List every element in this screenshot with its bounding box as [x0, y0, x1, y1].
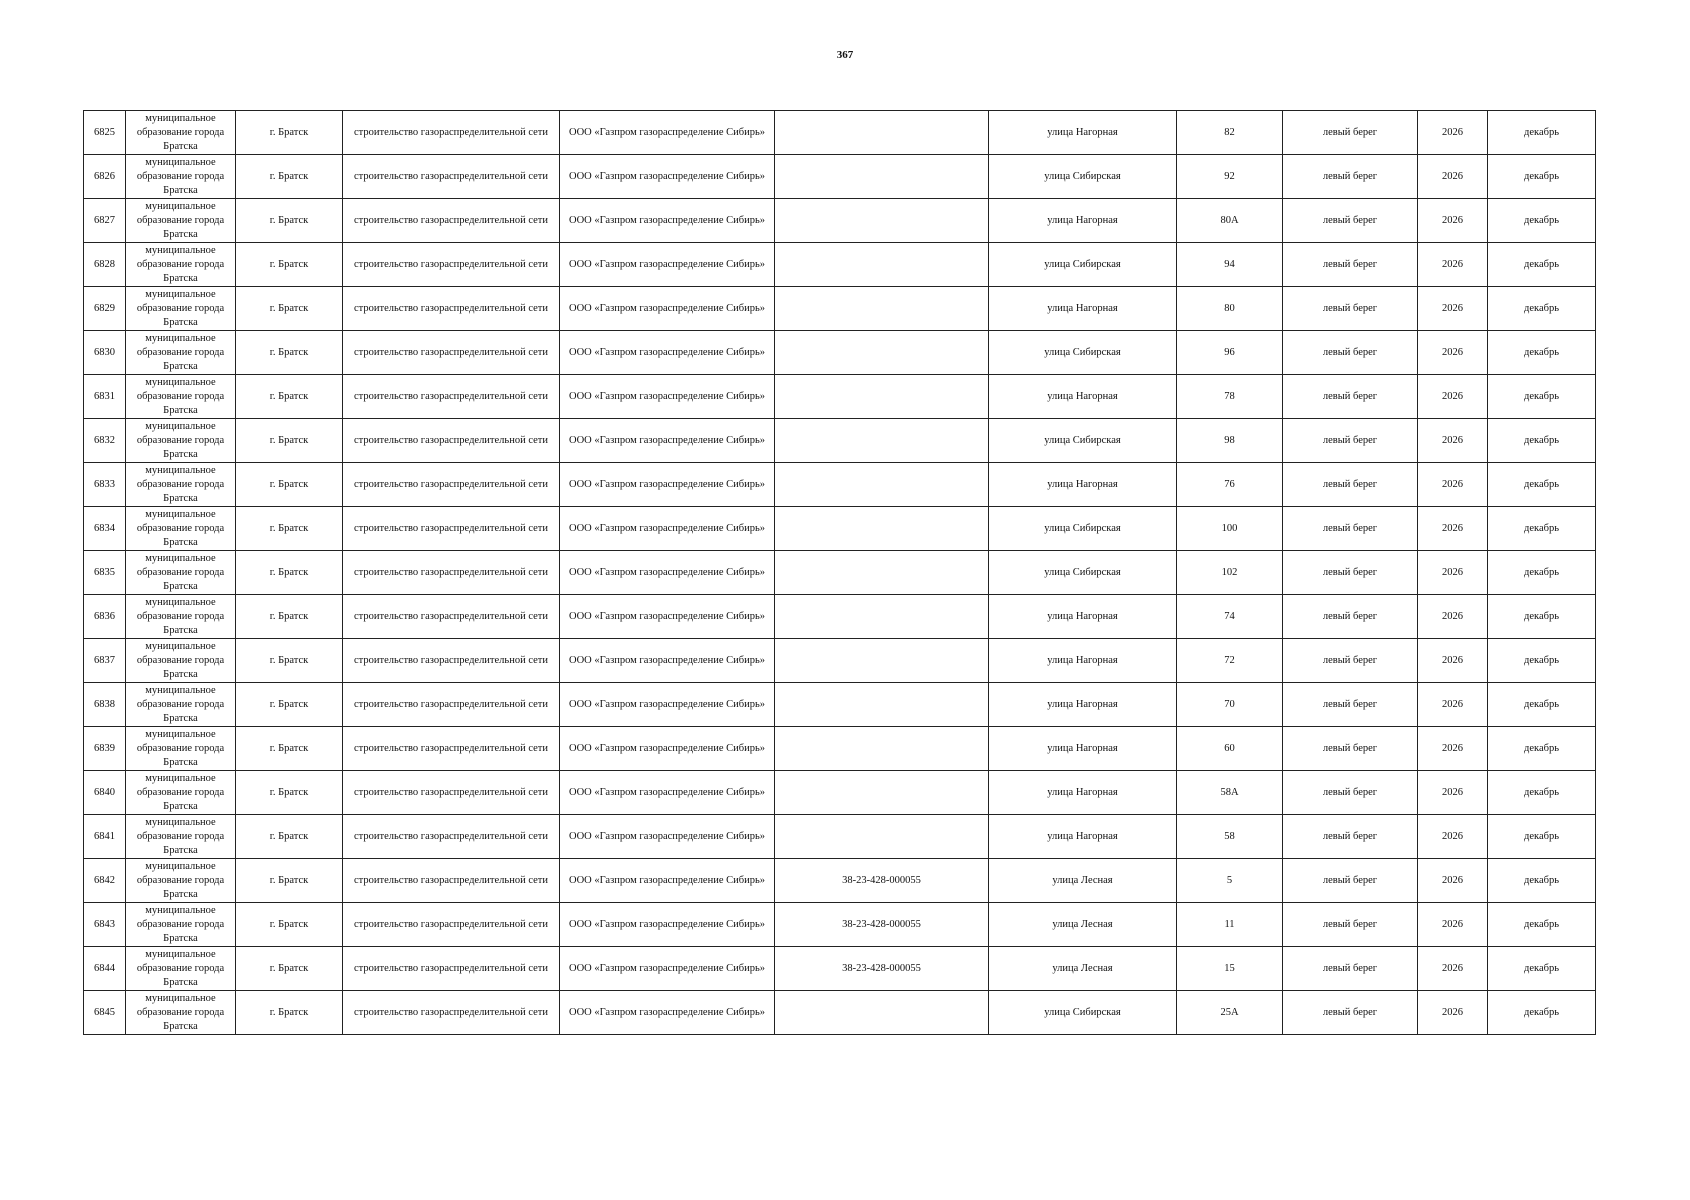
- cadastral-number-cell: 38-23-428-000055: [775, 903, 989, 947]
- year-cell: 2026: [1418, 111, 1488, 155]
- table-row: [84, 859, 1596, 903]
- row-number-cell: 6829: [84, 287, 126, 331]
- cadastral-number-cell: [775, 683, 989, 727]
- row-number-cell: 6842: [84, 859, 126, 903]
- river-bank-cell: левый берег: [1283, 419, 1418, 463]
- table-row: [84, 331, 1596, 375]
- street-cell: улица Сибирская: [989, 551, 1177, 595]
- organization-cell: ООО «Газпром газораспределение Сибирь»: [560, 199, 775, 243]
- organization-cell: ООО «Газпром газораспределение Сибирь»: [560, 595, 775, 639]
- city-cell: г. Братск: [236, 375, 343, 419]
- street-cell: улица Сибирская: [989, 331, 1177, 375]
- organization-cell: ООО «Газпром газораспределение Сибирь»: [560, 639, 775, 683]
- row-number-cell: 6835: [84, 551, 126, 595]
- month-cell: декабрь: [1488, 199, 1596, 243]
- table-row: [84, 375, 1596, 419]
- table-row: [84, 903, 1596, 947]
- cadastral-number-cell: [775, 199, 989, 243]
- municipality-cell: муниципальное образование города Братска: [126, 375, 236, 419]
- year-cell: 2026: [1418, 419, 1488, 463]
- table-row: [84, 419, 1596, 463]
- cadastral-number-cell: [775, 991, 989, 1035]
- cadastral-number-cell: [775, 331, 989, 375]
- gasification-registry-table: [83, 110, 1596, 1035]
- river-bank-cell: левый берег: [1283, 947, 1418, 991]
- house-number-cell: 94: [1177, 243, 1283, 287]
- month-cell: декабрь: [1488, 331, 1596, 375]
- work-type-cell: строительство газораспределительной сети: [343, 815, 560, 859]
- street-cell: улица Сибирская: [989, 991, 1177, 1035]
- municipality-cell: муниципальное образование города Братска: [126, 243, 236, 287]
- cadastral-number-cell: [775, 463, 989, 507]
- row-number-cell: 6845: [84, 991, 126, 1035]
- municipality-cell: муниципальное образование города Братска: [126, 111, 236, 155]
- house-number-cell: 74: [1177, 595, 1283, 639]
- house-number-cell: 98: [1177, 419, 1283, 463]
- row-number-cell: 6834: [84, 507, 126, 551]
- year-cell: 2026: [1418, 815, 1488, 859]
- month-cell: декабрь: [1488, 507, 1596, 551]
- organization-cell: ООО «Газпром газораспределение Сибирь»: [560, 375, 775, 419]
- year-cell: 2026: [1418, 463, 1488, 507]
- month-cell: декабрь: [1488, 111, 1596, 155]
- house-number-cell: 78: [1177, 375, 1283, 419]
- year-cell: 2026: [1418, 595, 1488, 639]
- street-cell: улица Нагорная: [989, 463, 1177, 507]
- river-bank-cell: левый берег: [1283, 331, 1418, 375]
- street-cell: улица Сибирская: [989, 507, 1177, 551]
- municipality-cell: муниципальное образование города Братска: [126, 419, 236, 463]
- row-number-cell: 6837: [84, 639, 126, 683]
- month-cell: декабрь: [1488, 903, 1596, 947]
- year-cell: 2026: [1418, 903, 1488, 947]
- organization-cell: ООО «Газпром газораспределение Сибирь»: [560, 111, 775, 155]
- work-type-cell: строительство газораспределительной сети: [343, 683, 560, 727]
- house-number-cell: 82: [1177, 111, 1283, 155]
- work-type-cell: строительство газораспределительной сети: [343, 331, 560, 375]
- house-number-cell: 100: [1177, 507, 1283, 551]
- street-cell: улица Нагорная: [989, 199, 1177, 243]
- month-cell: декабрь: [1488, 815, 1596, 859]
- work-type-cell: строительство газораспределительной сети: [343, 463, 560, 507]
- municipality-cell: муниципальное образование города Братска: [126, 727, 236, 771]
- row-number-cell: 6838: [84, 683, 126, 727]
- cadastral-number-cell: [775, 815, 989, 859]
- cadastral-number-cell: [775, 155, 989, 199]
- municipality-cell: муниципальное образование города Братска: [126, 507, 236, 551]
- municipality-cell: муниципальное образование города Братска: [126, 771, 236, 815]
- municipality-cell: муниципальное образование города Братска: [126, 947, 236, 991]
- street-cell: улица Лесная: [989, 859, 1177, 903]
- year-cell: 2026: [1418, 507, 1488, 551]
- municipality-cell: муниципальное образование города Братска: [126, 331, 236, 375]
- river-bank-cell: левый берег: [1283, 375, 1418, 419]
- city-cell: г. Братск: [236, 947, 343, 991]
- municipality-cell: муниципальное образование города Братска: [126, 991, 236, 1035]
- row-number-cell: 6836: [84, 595, 126, 639]
- municipality-cell: муниципальное образование города Братска: [126, 639, 236, 683]
- table-row: [84, 507, 1596, 551]
- city-cell: г. Братск: [236, 287, 343, 331]
- city-cell: г. Братск: [236, 815, 343, 859]
- month-cell: декабрь: [1488, 463, 1596, 507]
- river-bank-cell: левый берег: [1283, 815, 1418, 859]
- river-bank-cell: левый берег: [1283, 991, 1418, 1035]
- year-cell: 2026: [1418, 639, 1488, 683]
- street-cell: улица Нагорная: [989, 375, 1177, 419]
- organization-cell: ООО «Газпром газораспределение Сибирь»: [560, 287, 775, 331]
- cadastral-number-cell: [775, 507, 989, 551]
- river-bank-cell: левый берег: [1283, 155, 1418, 199]
- house-number-cell: 15: [1177, 947, 1283, 991]
- house-number-cell: 11: [1177, 903, 1283, 947]
- work-type-cell: строительство газораспределительной сети: [343, 859, 560, 903]
- street-cell: улица Лесная: [989, 947, 1177, 991]
- municipality-cell: муниципальное образование города Братска: [126, 595, 236, 639]
- house-number-cell: 92: [1177, 155, 1283, 199]
- row-number-cell: 6831: [84, 375, 126, 419]
- river-bank-cell: левый берег: [1283, 639, 1418, 683]
- month-cell: декабрь: [1488, 771, 1596, 815]
- organization-cell: ООО «Газпром газораспределение Сибирь»: [560, 551, 775, 595]
- organization-cell: ООО «Газпром газораспределение Сибирь»: [560, 507, 775, 551]
- table-body: [84, 111, 1596, 1035]
- street-cell: улица Нагорная: [989, 771, 1177, 815]
- city-cell: г. Братск: [236, 199, 343, 243]
- month-cell: декабрь: [1488, 727, 1596, 771]
- city-cell: г. Братск: [236, 683, 343, 727]
- house-number-cell: 5: [1177, 859, 1283, 903]
- street-cell: улица Нагорная: [989, 727, 1177, 771]
- organization-cell: ООО «Газпром газораспределение Сибирь»: [560, 771, 775, 815]
- organization-cell: ООО «Газпром газораспределение Сибирь»: [560, 683, 775, 727]
- month-cell: декабрь: [1488, 683, 1596, 727]
- municipality-cell: муниципальное образование города Братска: [126, 859, 236, 903]
- table-row: [84, 991, 1596, 1035]
- month-cell: декабрь: [1488, 947, 1596, 991]
- house-number-cell: 58: [1177, 815, 1283, 859]
- cadastral-number-cell: [775, 727, 989, 771]
- street-cell: улица Нагорная: [989, 683, 1177, 727]
- municipality-cell: муниципальное образование города Братска: [126, 551, 236, 595]
- river-bank-cell: левый берег: [1283, 771, 1418, 815]
- city-cell: г. Братск: [236, 903, 343, 947]
- month-cell: декабрь: [1488, 243, 1596, 287]
- work-type-cell: строительство газораспределительной сети: [343, 991, 560, 1035]
- municipality-cell: муниципальное образование города Братска: [126, 683, 236, 727]
- municipality-cell: муниципальное образование города Братска: [126, 815, 236, 859]
- street-cell: улица Сибирская: [989, 243, 1177, 287]
- month-cell: декабрь: [1488, 155, 1596, 199]
- year-cell: 2026: [1418, 991, 1488, 1035]
- river-bank-cell: левый берег: [1283, 595, 1418, 639]
- house-number-cell: 72: [1177, 639, 1283, 683]
- house-number-cell: 58А: [1177, 771, 1283, 815]
- row-number-cell: 6827: [84, 199, 126, 243]
- month-cell: декабрь: [1488, 287, 1596, 331]
- city-cell: г. Братск: [236, 991, 343, 1035]
- work-type-cell: строительство газораспределительной сети: [343, 947, 560, 991]
- river-bank-cell: левый берег: [1283, 243, 1418, 287]
- cadastral-number-cell: [775, 595, 989, 639]
- organization-cell: ООО «Газпром газораспределение Сибирь»: [560, 991, 775, 1035]
- table-row: [84, 595, 1596, 639]
- work-type-cell: строительство газораспределительной сети: [343, 243, 560, 287]
- municipality-cell: муниципальное образование города Братска: [126, 903, 236, 947]
- city-cell: г. Братск: [236, 771, 343, 815]
- organization-cell: ООО «Газпром газораспределение Сибирь»: [560, 463, 775, 507]
- organization-cell: ООО «Газпром газораспределение Сибирь»: [560, 155, 775, 199]
- table-row: [84, 683, 1596, 727]
- municipality-cell: муниципальное образование города Братска: [126, 287, 236, 331]
- river-bank-cell: левый берег: [1283, 111, 1418, 155]
- city-cell: г. Братск: [236, 155, 343, 199]
- street-cell: улица Сибирская: [989, 155, 1177, 199]
- table-row: [84, 551, 1596, 595]
- city-cell: г. Братск: [236, 419, 343, 463]
- cadastral-number-cell: [775, 551, 989, 595]
- table-row: [84, 771, 1596, 815]
- house-number-cell: 25А: [1177, 991, 1283, 1035]
- organization-cell: ООО «Газпром газораспределение Сибирь»: [560, 727, 775, 771]
- year-cell: 2026: [1418, 287, 1488, 331]
- house-number-cell: 96: [1177, 331, 1283, 375]
- city-cell: г. Братск: [236, 859, 343, 903]
- work-type-cell: строительство газораспределительной сети: [343, 199, 560, 243]
- river-bank-cell: левый берег: [1283, 903, 1418, 947]
- month-cell: декабрь: [1488, 551, 1596, 595]
- organization-cell: ООО «Газпром газораспределение Сибирь»: [560, 859, 775, 903]
- city-cell: г. Братск: [236, 463, 343, 507]
- city-cell: г. Братск: [236, 243, 343, 287]
- cadastral-number-cell: [775, 111, 989, 155]
- work-type-cell: строительство газораспределительной сети: [343, 287, 560, 331]
- city-cell: г. Братск: [236, 331, 343, 375]
- organization-cell: ООО «Газпром газораспределение Сибирь»: [560, 243, 775, 287]
- city-cell: г. Братск: [236, 551, 343, 595]
- year-cell: 2026: [1418, 551, 1488, 595]
- year-cell: 2026: [1418, 199, 1488, 243]
- month-cell: декабрь: [1488, 639, 1596, 683]
- row-number-cell: 6840: [84, 771, 126, 815]
- work-type-cell: строительство газораспределительной сети: [343, 903, 560, 947]
- table-row: [84, 155, 1596, 199]
- house-number-cell: 80: [1177, 287, 1283, 331]
- cadastral-number-cell: 38-23-428-000055: [775, 859, 989, 903]
- organization-cell: ООО «Газпром газораспределение Сибирь»: [560, 419, 775, 463]
- row-number-cell: 6825: [84, 111, 126, 155]
- row-number-cell: 6841: [84, 815, 126, 859]
- municipality-cell: муниципальное образование города Братска: [126, 463, 236, 507]
- year-cell: 2026: [1418, 683, 1488, 727]
- work-type-cell: строительство газораспределительной сети: [343, 155, 560, 199]
- river-bank-cell: левый берег: [1283, 463, 1418, 507]
- city-cell: г. Братск: [236, 507, 343, 551]
- municipality-cell: муниципальное образование города Братска: [126, 155, 236, 199]
- street-cell: улица Нагорная: [989, 287, 1177, 331]
- river-bank-cell: левый берег: [1283, 287, 1418, 331]
- river-bank-cell: левый берег: [1283, 551, 1418, 595]
- table-row: [84, 463, 1596, 507]
- cadastral-number-cell: [775, 771, 989, 815]
- row-number-cell: 6830: [84, 331, 126, 375]
- month-cell: декабрь: [1488, 859, 1596, 903]
- cadastral-number-cell: 38-23-428-000055: [775, 947, 989, 991]
- table-row: [84, 199, 1596, 243]
- row-number-cell: 6832: [84, 419, 126, 463]
- page-number: 367: [836, 49, 854, 61]
- year-cell: 2026: [1418, 375, 1488, 419]
- cadastral-number-cell: [775, 243, 989, 287]
- year-cell: 2026: [1418, 859, 1488, 903]
- cadastral-number-cell: [775, 375, 989, 419]
- row-number-cell: 6844: [84, 947, 126, 991]
- street-cell: улица Нагорная: [989, 595, 1177, 639]
- house-number-cell: 70: [1177, 683, 1283, 727]
- river-bank-cell: левый берег: [1283, 199, 1418, 243]
- city-cell: г. Братск: [236, 595, 343, 639]
- house-number-cell: 80А: [1177, 199, 1283, 243]
- organization-cell: ООО «Газпром газораспределение Сибирь»: [560, 815, 775, 859]
- river-bank-cell: левый берег: [1283, 683, 1418, 727]
- river-bank-cell: левый берег: [1283, 859, 1418, 903]
- street-cell: улица Лесная: [989, 903, 1177, 947]
- year-cell: 2026: [1418, 243, 1488, 287]
- city-cell: г. Братск: [236, 111, 343, 155]
- river-bank-cell: левый берег: [1283, 507, 1418, 551]
- month-cell: декабрь: [1488, 595, 1596, 639]
- month-cell: декабрь: [1488, 419, 1596, 463]
- year-cell: 2026: [1418, 947, 1488, 991]
- table-row: [84, 727, 1596, 771]
- cadastral-number-cell: [775, 419, 989, 463]
- work-type-cell: строительство газораспределительной сети: [343, 771, 560, 815]
- cadastral-number-cell: [775, 287, 989, 331]
- organization-cell: ООО «Газпром газораспределение Сибирь»: [560, 903, 775, 947]
- row-number-cell: 6843: [84, 903, 126, 947]
- year-cell: 2026: [1418, 331, 1488, 375]
- organization-cell: ООО «Газпром газораспределение Сибирь»: [560, 947, 775, 991]
- work-type-cell: строительство газораспределительной сети: [343, 727, 560, 771]
- row-number-cell: 6826: [84, 155, 126, 199]
- table-row: [84, 947, 1596, 991]
- year-cell: 2026: [1418, 155, 1488, 199]
- row-number-cell: 6833: [84, 463, 126, 507]
- city-cell: г. Братск: [236, 639, 343, 683]
- organization-cell: ООО «Газпром газораспределение Сибирь»: [560, 331, 775, 375]
- month-cell: декабрь: [1488, 375, 1596, 419]
- table-row: [84, 639, 1596, 683]
- month-cell: декабрь: [1488, 991, 1596, 1035]
- table-row: [84, 111, 1596, 155]
- year-cell: 2026: [1418, 727, 1488, 771]
- street-cell: улица Нагорная: [989, 815, 1177, 859]
- house-number-cell: 102: [1177, 551, 1283, 595]
- work-type-cell: строительство газораспределительной сети: [343, 595, 560, 639]
- row-number-cell: 6839: [84, 727, 126, 771]
- street-cell: улица Сибирская: [989, 419, 1177, 463]
- work-type-cell: строительство газораспределительной сети: [343, 639, 560, 683]
- street-cell: улица Нагорная: [989, 639, 1177, 683]
- river-bank-cell: левый берег: [1283, 727, 1418, 771]
- city-cell: г. Братск: [236, 727, 343, 771]
- row-number-cell: 6828: [84, 243, 126, 287]
- street-cell: улица Нагорная: [989, 111, 1177, 155]
- work-type-cell: строительство газораспределительной сети: [343, 419, 560, 463]
- municipality-cell: муниципальное образование города Братска: [126, 199, 236, 243]
- house-number-cell: 76: [1177, 463, 1283, 507]
- year-cell: 2026: [1418, 771, 1488, 815]
- house-number-cell: 60: [1177, 727, 1283, 771]
- work-type-cell: строительство газораспределительной сети: [343, 111, 560, 155]
- work-type-cell: строительство газораспределительной сети: [343, 551, 560, 595]
- table-row: [84, 243, 1596, 287]
- work-type-cell: строительство газораспределительной сети: [343, 375, 560, 419]
- cadastral-number-cell: [775, 639, 989, 683]
- work-type-cell: строительство газораспределительной сети: [343, 507, 560, 551]
- table-row: [84, 287, 1596, 331]
- table-row: [84, 815, 1596, 859]
